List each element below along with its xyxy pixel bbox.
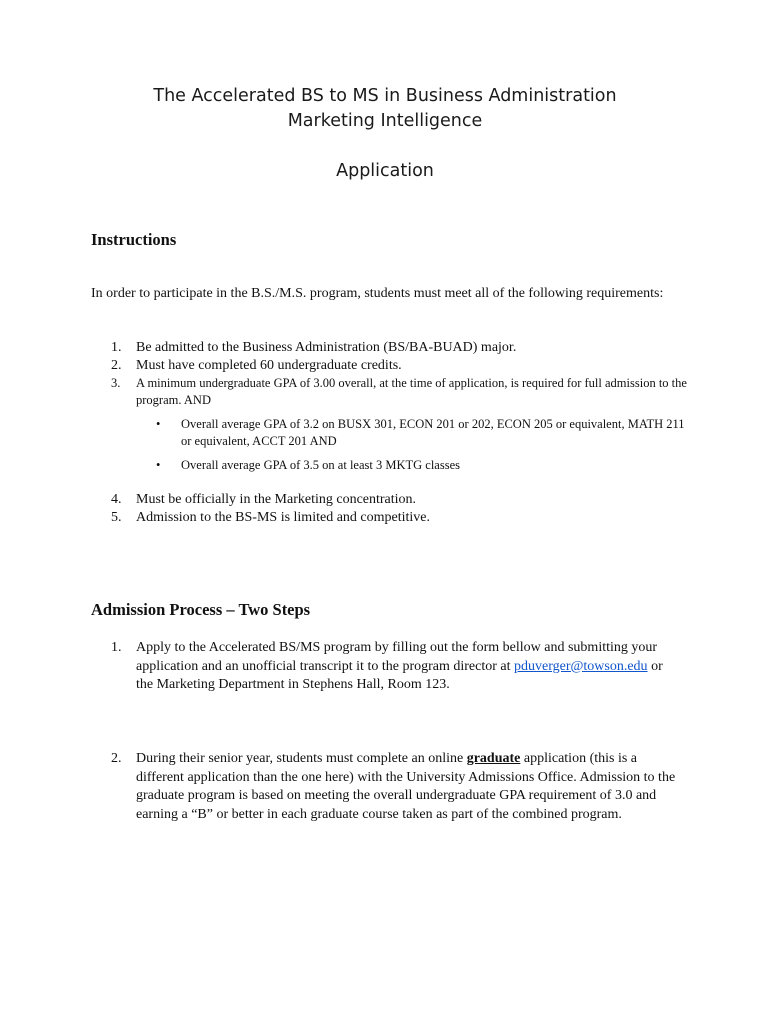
step-number: 2. xyxy=(111,751,122,766)
instructions-heading: Instructions xyxy=(91,230,177,249)
admission-step-1 xyxy=(111,639,681,695)
title-line-concentration: Marketing Intelligence xyxy=(287,111,483,131)
step-text xyxy=(136,639,681,695)
instructions-intro: In order to participate in the B.S./M.S. program, students must meet all of the following requirements: xyxy=(91,286,664,301)
step-text-before: During their senior year, students must complete an online xyxy=(136,751,467,766)
requirement-text: Must be officially in the Marketing concentration. xyxy=(136,492,417,507)
bullet-dot: • xyxy=(156,417,161,431)
director-email-link[interactable]: pduverger@towson.edu xyxy=(514,658,648,674)
requirement-text: Admission to the BS-MS is limited and competitive. xyxy=(136,510,430,525)
admission-step-2 xyxy=(111,750,681,824)
gpa-bullet xyxy=(156,416,691,449)
requirement-item xyxy=(111,357,691,376)
requirement-number: 1. xyxy=(111,340,122,355)
step-text-after: or the Marketing Department in Stephens Hall, Room 123. xyxy=(136,658,663,692)
requirement-item xyxy=(111,491,691,510)
step-text xyxy=(136,750,681,824)
requirement-item xyxy=(111,509,691,528)
step-number: 1. xyxy=(111,640,122,655)
title-line-program: The Accelerated BS to MS in Business Administration xyxy=(153,86,617,106)
admission-heading: Admission Process – Two Steps xyxy=(91,600,311,619)
requirement-number: 3. xyxy=(111,376,121,390)
requirement-text: A minimum undergraduate GPA of 3.00 overall, at the time of application, is required for full admission to the program. AND xyxy=(136,376,687,407)
bullet-text: Overall average GPA of 3.5 on at least 3 MKTG classes xyxy=(181,458,460,472)
bullet-dot: • xyxy=(156,458,161,472)
gpa-bullet xyxy=(156,457,691,474)
title-spacer xyxy=(0,134,770,159)
step-text-after: application (this is a different application than the one here) with the University Admissions Office. Admission to the graduate program is based on meeting the overall undergraduate GPA requirement of 3.0 and earning a “B” or better in each graduate course taken as part of the combined program. xyxy=(136,751,676,822)
bullet-text: Overall average GPA of 3.2 on BUSX 301, ECON 201 or 202, ECON 205 or equivalent, MATH 211 or equivalent, ACCT 201 AND xyxy=(181,417,685,448)
title-line-application: Application xyxy=(336,161,434,181)
requirement-item xyxy=(111,339,691,358)
requirement-number: 2. xyxy=(111,358,122,373)
requirement-number: 5. xyxy=(111,510,122,525)
requirement-number: 4. xyxy=(111,492,122,507)
step-text-before: Apply to the Accelerated BS/MS program by filling out the form bellow and submitting your application and an unofficial transcript it to the program director at xyxy=(136,640,658,674)
graduate-emphasis: graduate xyxy=(466,751,521,766)
requirement-item xyxy=(111,375,691,409)
requirement-text: Must have completed 60 undergraduate credits. xyxy=(136,358,402,373)
document-title xyxy=(0,84,770,184)
requirement-text: Be admitted to the Business Administration (BS/BA-BUAD) major. xyxy=(136,340,517,355)
